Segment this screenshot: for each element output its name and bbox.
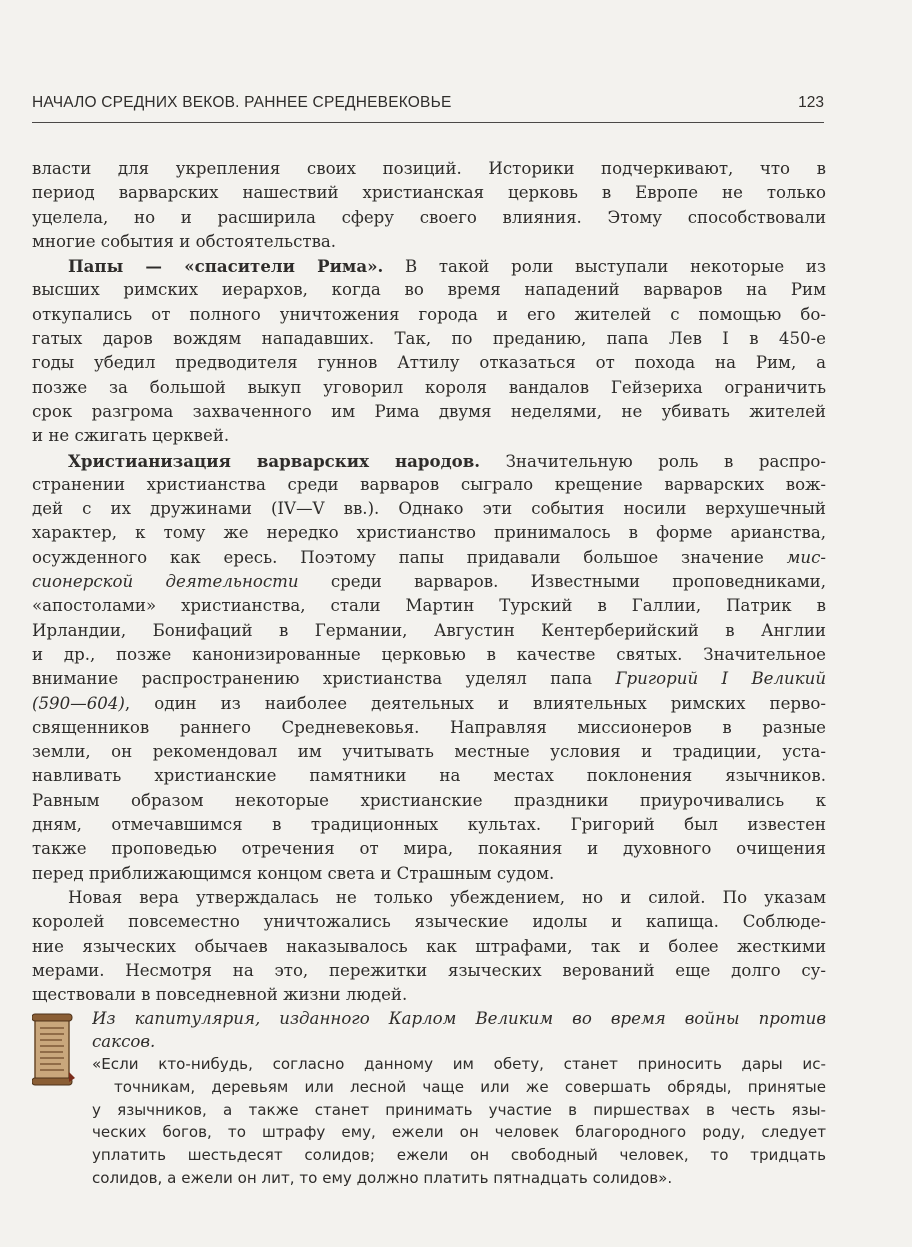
text-line [32, 546, 826, 570]
italic-term: сионерской деятельности [32, 572, 299, 592]
text-line: позже за большой выкуп уговорил короля вандалов Гейзериха ограничить [32, 377, 826, 397]
scroll-icon [32, 1012, 76, 1088]
quote-line: ческих богов, то штрафу ему, ежели он человек благородного роду, следует [92, 1123, 826, 1142]
text-line: характер, к тому же нередко христианство принималось в форме арианства, [32, 523, 826, 543]
text-line: священников раннего Средневековья. Направляя миссионеров в разные [32, 717, 826, 737]
text-line: и др., позже канонизированные церковью в качестве святых. Значительное [32, 644, 826, 664]
text-line [32, 667, 826, 691]
paragraph [32, 254, 826, 448]
text-span: Значительную роль в распро- [480, 451, 826, 471]
text-line: мерами. Несмотря на это, пережитки языческих верований еще долго су- [32, 960, 826, 980]
text-line: дням, отмечавшимся в традиционных культах. Григорий был известен [32, 815, 826, 835]
page-number: 123 [798, 94, 824, 111]
section-heading: Христианизация варварских народов. [68, 450, 481, 471]
text-line [32, 570, 826, 594]
text-line: Ирландии, Бонифаций в Германии, Августин Кентерберийский в Англии [32, 620, 826, 640]
text-line: «апостолами» христианства, стали Мартин Турский в Галлии, Патрик в [32, 596, 826, 616]
text-line: уцелела, но и расширила сферу своего влияния. Этому способствовали [32, 207, 826, 227]
source-quote [32, 1008, 826, 1208]
text-line: ние языческих обычаев наказывалось как штрафами, так и более жесткими [32, 936, 826, 956]
text-line: навливать христианские памятники на местах поклонения язычников. [32, 766, 826, 786]
text-line: дей с их дружинами (IV—V вв.). Однако эти события носили верхушечный [32, 499, 826, 519]
italic-term: Григорий I Великий [615, 669, 826, 689]
text-line [32, 254, 826, 278]
text-line: годы убедил предводителя гуннов Аттилу отказаться от похода на Рим, а [32, 353, 826, 373]
italic-term: (590—604) [32, 693, 125, 713]
text-line [32, 449, 826, 473]
quote-line: солидов, а ежели он лит, то ему должно платить пятнадцать солидов». [92, 1168, 673, 1187]
text-line: высших римских иерархов, когда во время нападений варваров на Рим [32, 280, 826, 300]
text-span: осужденного как ересь. Поэтому папы придавали большое значение [32, 547, 787, 567]
text-line: королей повсеместно уничтожались языческие идолы и капища. Соблюде- [32, 912, 826, 932]
paragraph [32, 886, 826, 1007]
text-line: также проповедью отречения от мира, покаяния и духовного очищения [32, 839, 826, 859]
text-line: период варварских нашествий христианская церковь в Европе не только [32, 183, 826, 203]
section-heading: Папы — «спасители Рима». [68, 256, 384, 277]
text-line: и не сжигать церквей. [32, 426, 230, 446]
text-line: странении христианства среди варваров сыграло крещение варварских вож- [32, 474, 826, 494]
quote-line: точникам, деревьям или лесной чаще или же совершать обряды, принятые [114, 1077, 826, 1096]
paragraph [32, 449, 826, 886]
quote-title-line: Из капитулярия, изданного Карлом Великим во время войны против [92, 1009, 826, 1028]
text-line: Новая вера утверждалась не только убеждением, но и силой. По указам [68, 887, 826, 907]
text-line: Равным образом некоторые христианские праздники приурочивались к [32, 790, 826, 810]
running-header-title: НАЧАЛО СРЕДНИХ ВЕКОВ. РАННЕЕ СРЕДНЕВЕКОВЬЕ [32, 94, 452, 111]
quote-line: у язычников, а также станет принимать участие в пиршествах в честь язы- [92, 1100, 826, 1119]
main-text [32, 157, 826, 1007]
paragraph [32, 157, 826, 254]
quote-text [92, 1008, 826, 1190]
text-line: откупались от полного уничтожения города и его жителей с помощью бо- [32, 304, 826, 324]
italic-term: мис- [786, 547, 826, 567]
running-header [32, 92, 824, 123]
text-line: гатых даров вождям нападавших. Так, по преданию, папа Лев I в 450-е [32, 329, 826, 349]
quote-title-line: саксов. [92, 1031, 156, 1051]
text-line: перед приближающимся концом света и Страшным судом. [32, 863, 555, 883]
text-span: внимание распространению христианства уделял папа [32, 669, 616, 689]
text-span: В такой роли выступали некоторые из [383, 257, 826, 277]
text-line: власти для укрепления своих позиций. Историки подчеркивают, что в [32, 159, 826, 178]
text-line: земли, он рекомендовал им учитывать местные условия и традиции, уста- [32, 742, 826, 762]
text-line: многие события и обстоятельства. [32, 231, 337, 251]
text-line: срок разгрома захваченного им Рима двумя неделями, не убивать жителей [32, 401, 826, 421]
text-span: , один из наиболее деятельных и влиятельных римских перво- [124, 693, 826, 713]
text-span: среди варваров. Известными проповедниками, [298, 572, 826, 592]
quote-line: «Если кто-нибудь, согласно данному им обету, станет приносить дары ис- [92, 1055, 826, 1073]
text-line [32, 692, 826, 716]
text-line: ществовали в повседневной жизни людей. [32, 985, 408, 1005]
quote-line: уплатить шестьдесят солидов; ежели он свободный человек, то тридцать [92, 1146, 826, 1165]
